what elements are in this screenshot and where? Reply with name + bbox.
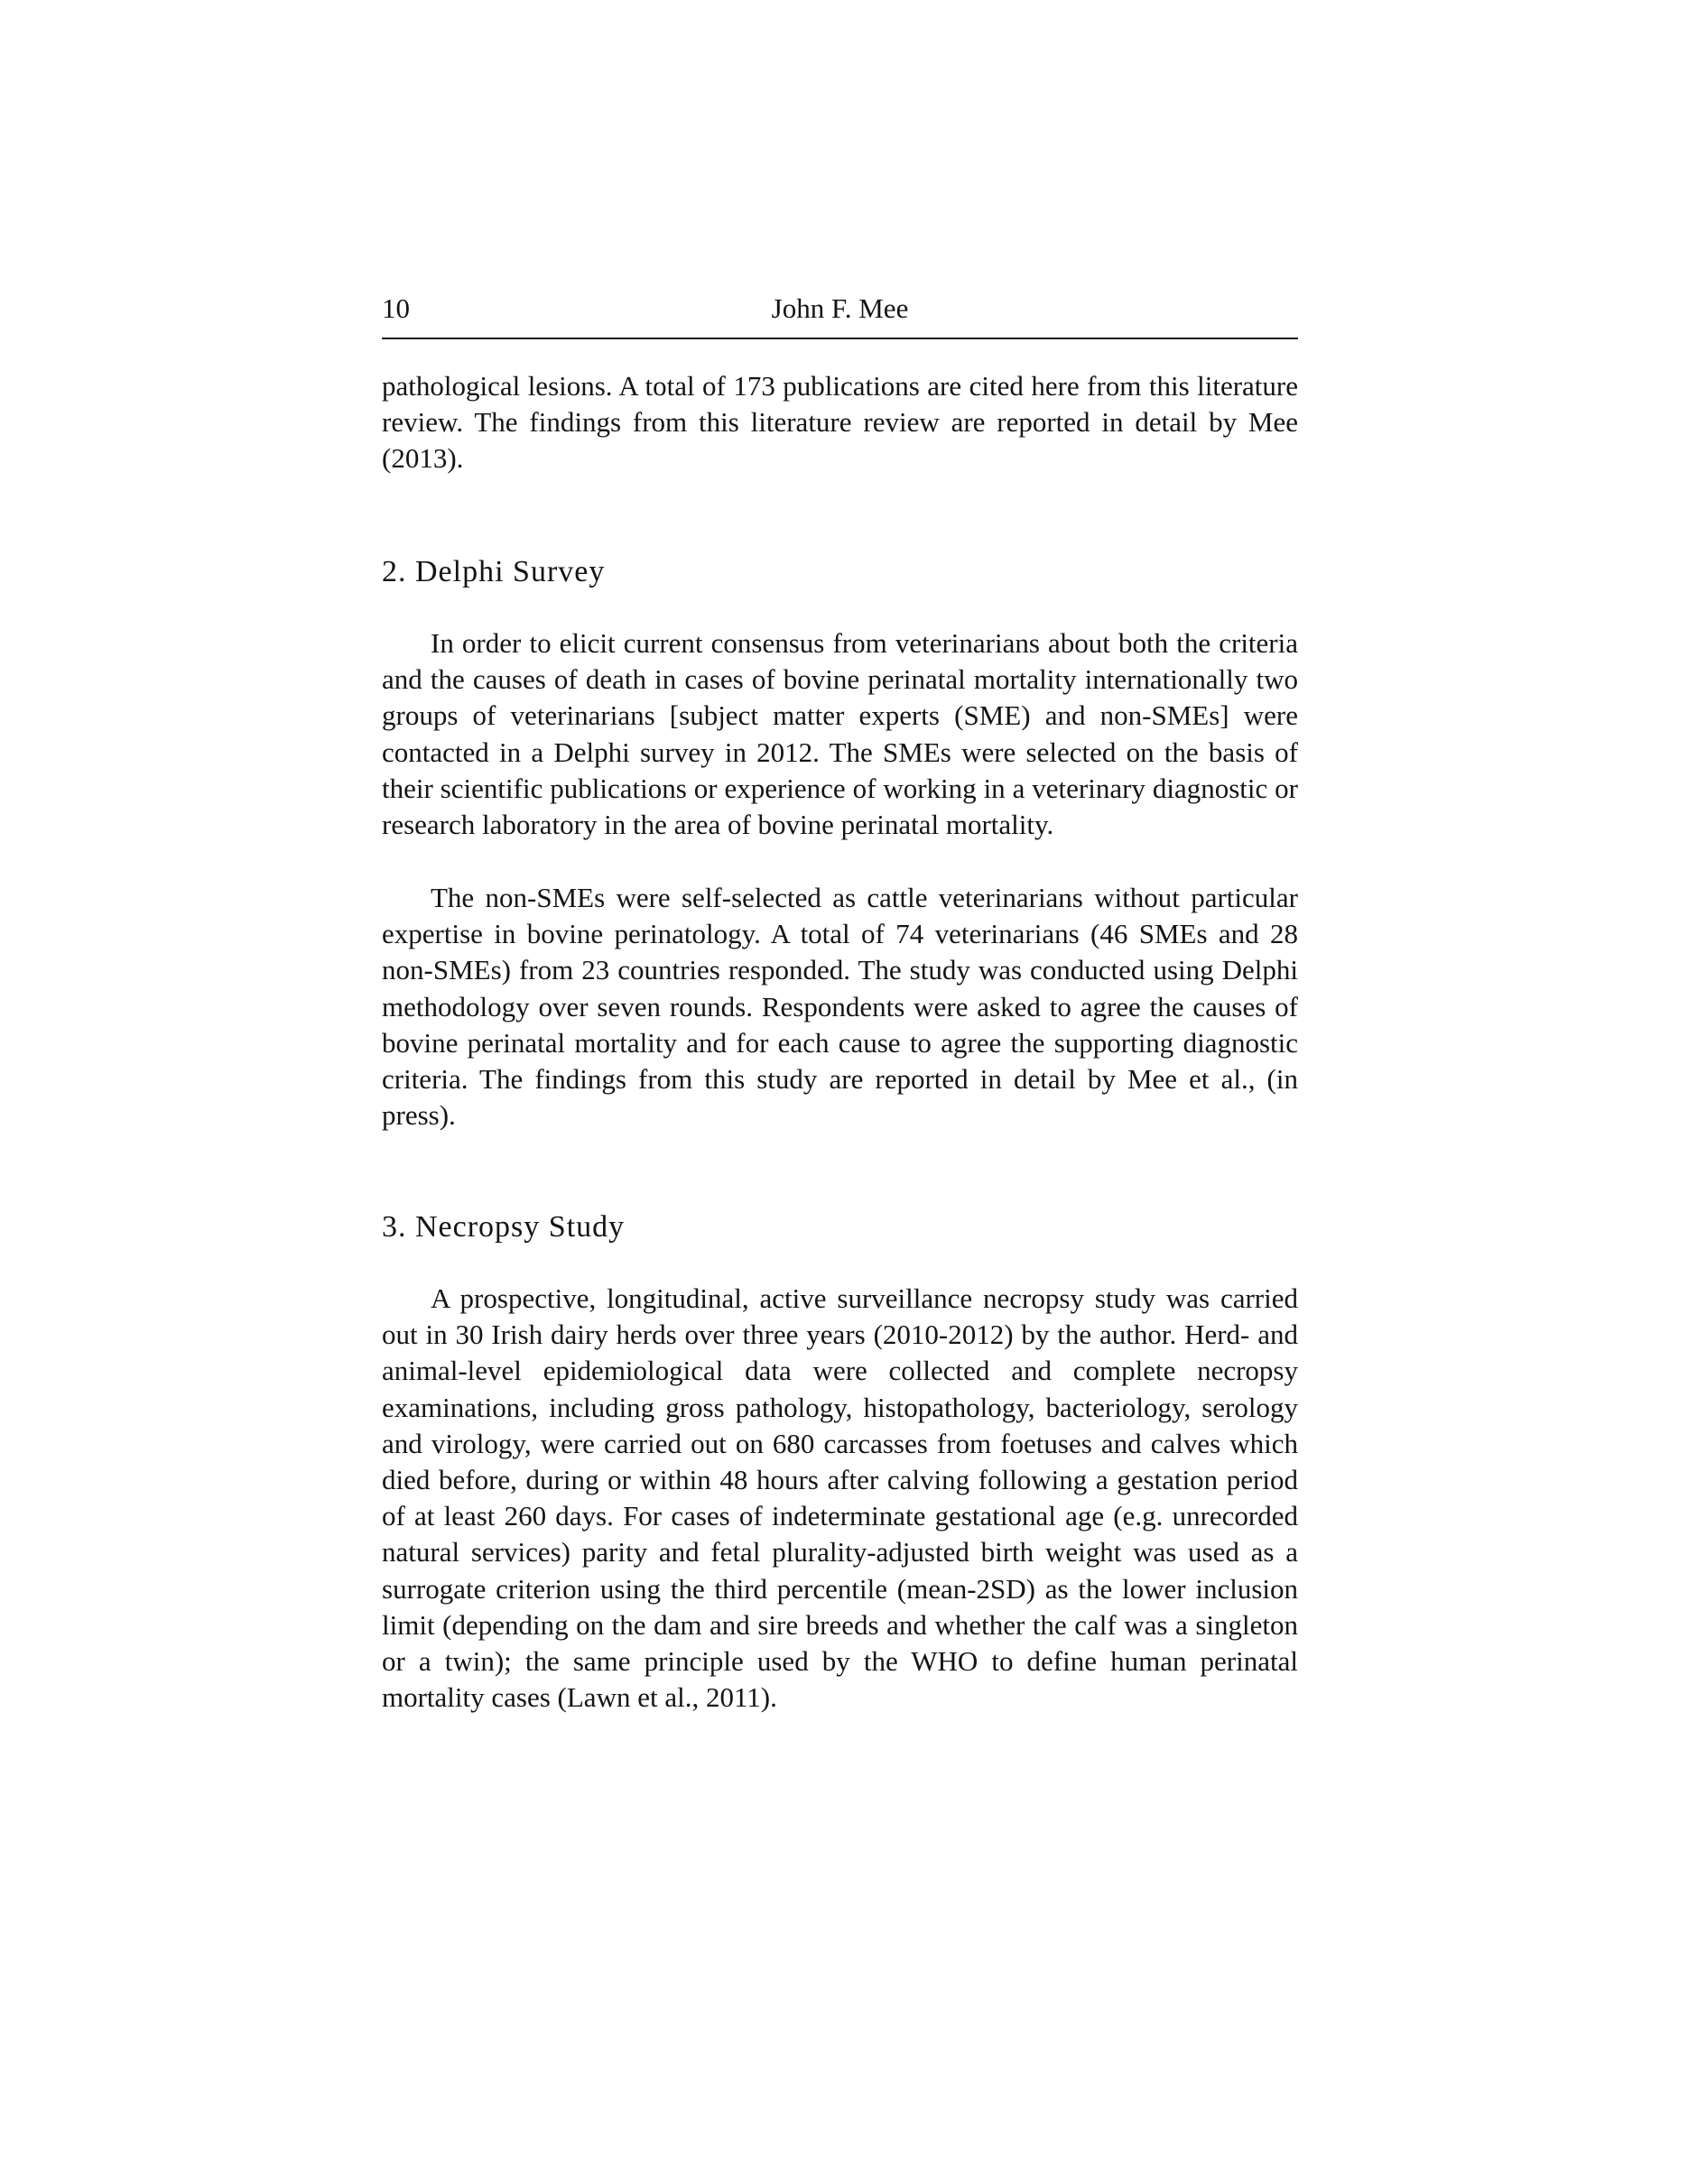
running-head-author: John F. Mee <box>771 292 909 324</box>
section-heading-necropsy-study: 3. Necropsy Study <box>382 1210 626 1244</box>
section-heading-delphi-survey: 2. Delphi Survey <box>382 555 606 588</box>
page-number: 10 <box>382 292 410 324</box>
delphi-paragraph-2: The non-SMEs were self-selected as cattle veterinarians without particular expertise in bovine perinatology. A total of 74 veterinarians (46 SMEs and 28 non-SMEs) from 23 countries responded. The study was conducted using Delphi methodology over seven rounds. Respondents were asked to agree the causes of bovine perinatal mortality and for each cause to agree the supporting diagnostic criteria. The findings from this study are reported in detail by Mee et al., (in press). <box>382 882 1298 1132</box>
page-header <box>382 291 1298 339</box>
necropsy-paragraph-1: A prospective, longitudinal, active surveillance necropsy study was carried out in 30 Irish dairy herds over three years (2010-2012) by the author. Herd- and animal-level epidemiological data were collected and complete necropsy examinations, including gross pathology, histopathology, bacteriology, serology and virology, were carried out on 680 carcasses from foetuses and calves which died before, during or within 48 hours after calving following a gestation period of at least 260 days. For cases of indeterminate gestational age (e.g. unrecorded natural services) parity and fetal plurality-adjusted birth weight was used as a surrogate criterion using the third percentile (mean-2SD) as the lower inclusion limit (depending on the dam and sire breeds and whether the calf was a singleton or a twin); the same principle used by the WHO to define human perinatal mortality cases (Lawn et al., 2011). <box>382 1282 1298 1714</box>
intro-paragraph: pathological lesions. A total of 173 publications are cited here from this literature review. The findings from this literature review are reported in detail by Mee (2013). <box>382 370 1298 475</box>
delphi-paragraph-1: In order to elicit current consensus from veterinarians about both the criteria and the causes of death in cases of bovine perinatal mortality internationally two groups of veterinarians [subject matter experts (SME) and non-SMEs] were contacted in a Delphi survey in 2012. The SMEs were selected on the basis of their scientific publications or experience of working in a veterinary diagnostic or research laboratory in the area of bovine perinatal mortality. <box>382 627 1298 841</box>
